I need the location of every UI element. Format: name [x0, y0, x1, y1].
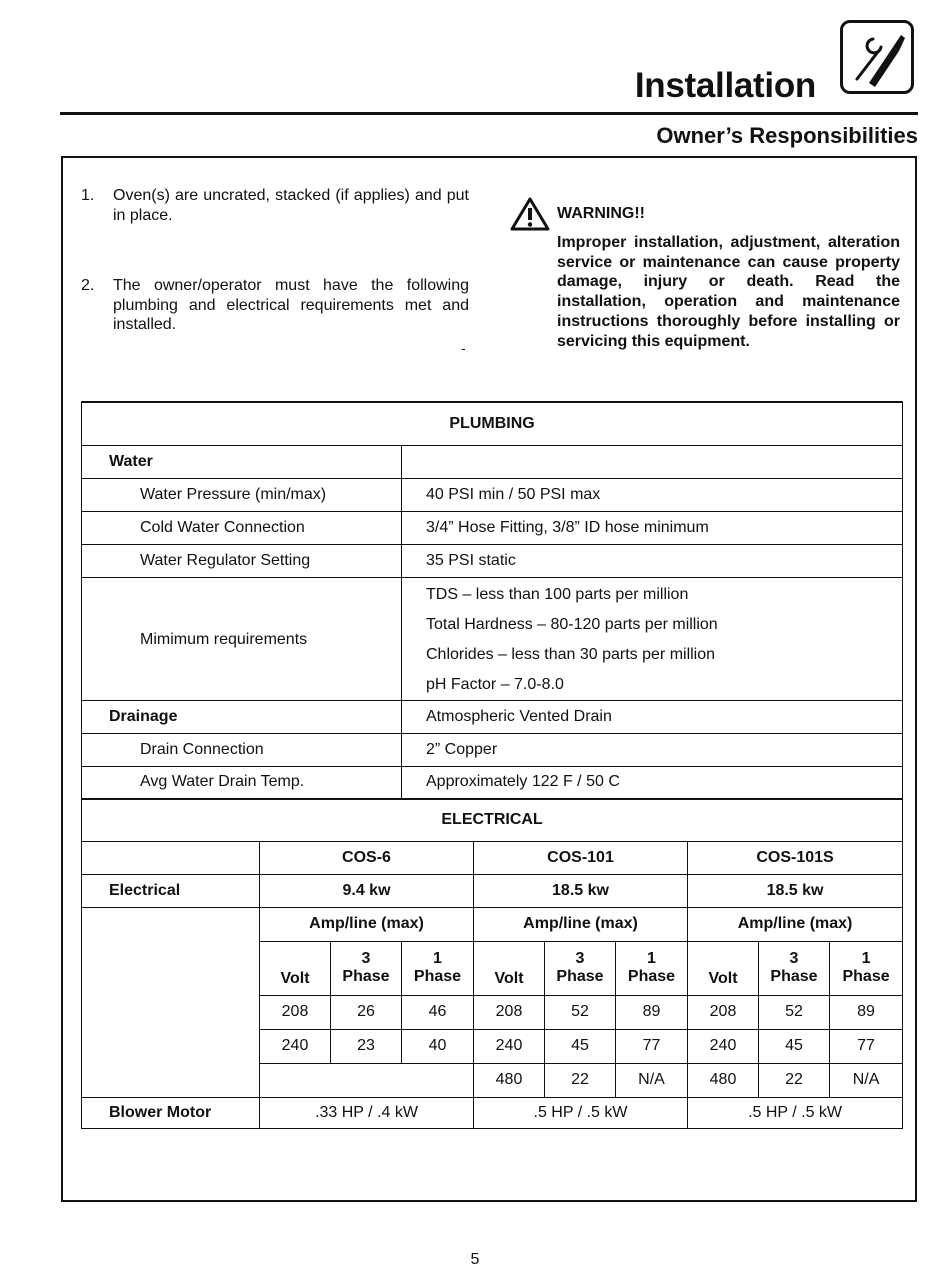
- page-title: Installation: [634, 66, 816, 105]
- header-rule: [60, 112, 918, 115]
- cell: 52: [759, 995, 830, 1029]
- step-text: Oven(s) are uncrated, stacked (if applies) and put in place.: [113, 187, 469, 224]
- warning-title: WARNING!!: [557, 205, 645, 222]
- cell: 208: [260, 995, 331, 1029]
- amp-heading: Amp/line (max): [688, 907, 903, 941]
- cell: 77: [616, 1029, 688, 1063]
- plumbing-heading: PLUMBING: [82, 402, 903, 445]
- drainage-value: Atmospheric Vented Drain: [402, 700, 903, 733]
- cell: 45: [545, 1029, 616, 1063]
- table-row: [82, 1097, 903, 1128]
- water-label: Water: [82, 445, 402, 478]
- amp-heading: Amp/line (max): [474, 907, 688, 941]
- cell: 22: [759, 1063, 830, 1097]
- step-number: 2.: [81, 277, 95, 294]
- plumbing-header-row: [82, 402, 903, 445]
- table-row: [82, 544, 903, 577]
- drain-connection-label: Drain Connection: [82, 733, 402, 766]
- table-row: [82, 874, 903, 907]
- power-cos-6: 9.4 kw: [260, 874, 474, 907]
- step-number: 1.: [81, 187, 95, 204]
- electrical-heading: ELECTRICAL: [82, 799, 903, 841]
- warning-triangle-icon: [510, 197, 550, 236]
- regulator-label: Water Regulator Setting: [82, 544, 402, 577]
- cell: 208: [474, 995, 545, 1029]
- cell: 40: [402, 1029, 474, 1063]
- table-row: [82, 478, 903, 511]
- cell: 89: [830, 995, 903, 1029]
- cold-water-label: Cold Water Connection: [82, 511, 402, 544]
- list-item: Total Hardness – 80-120 parts per million: [426, 615, 718, 633]
- wrench-screwdriver-icon: [840, 20, 914, 94]
- blank-cell: [82, 841, 260, 874]
- cell: N/A: [616, 1063, 688, 1097]
- table-row: [82, 907, 903, 941]
- cell: 240: [688, 1029, 759, 1063]
- pressure-value: 40 PSI min / 50 PSI max: [402, 478, 903, 511]
- cell: 52: [545, 995, 616, 1029]
- cold-water-value: 3/4” Hose Fitting, 3/8” ID hose minimum: [402, 511, 903, 544]
- stray-mark: -: [461, 340, 466, 356]
- step-1: [81, 186, 471, 226]
- col-3-phase: 3 Phase: [545, 941, 616, 995]
- electrical-label: Electrical: [82, 874, 260, 907]
- col-volt: Volt: [474, 941, 545, 995]
- section-subtitle: Owner’s Responsibilities: [656, 123, 918, 148]
- blower-cos-6: .33 HP / .4 kW: [260, 1097, 474, 1128]
- col-1-phase: 1 Phase: [616, 941, 688, 995]
- cell: 77: [830, 1029, 903, 1063]
- model-cos-101: COS-101: [474, 841, 688, 874]
- list-item: pH Factor – 7.0-8.0: [426, 675, 564, 693]
- cell: 23: [331, 1029, 402, 1063]
- col-1-phase: 1 Phase: [402, 941, 474, 995]
- list-item: TDS – less than 100 parts per million: [426, 585, 689, 603]
- pressure-label: Water Pressure (min/max): [82, 478, 402, 511]
- minimum-values: [402, 577, 903, 700]
- power-cos-101s: 18.5 kw: [688, 874, 903, 907]
- model-cos-6: COS-6: [260, 841, 474, 874]
- cell: 480: [688, 1063, 759, 1097]
- col-3-phase: 3 Phase: [759, 941, 830, 995]
- requirements-table: [81, 401, 903, 1129]
- drain-temp-value: Approximately 122 F / 50 C: [402, 766, 903, 799]
- step-text: The owner/operator must have the following plumbing and electrical requirements met and installed.: [113, 277, 469, 333]
- page-number: 5: [470, 1251, 480, 1268]
- cell: 240: [474, 1029, 545, 1063]
- cell: 22: [545, 1063, 616, 1097]
- table-row: [82, 577, 903, 700]
- amp-heading: Amp/line (max): [260, 907, 474, 941]
- col-3-phase: 3 Phase: [331, 941, 402, 995]
- drain-temp-label: Avg Water Drain Temp.: [82, 766, 402, 799]
- table-row: [82, 700, 903, 733]
- electrical-header-row: [82, 799, 903, 841]
- cell: 26: [331, 995, 402, 1029]
- table-row: [82, 766, 903, 799]
- blower-cos-101s: .5 HP / .5 kW: [688, 1097, 903, 1128]
- water-value: [402, 445, 903, 478]
- minimum-label: Mimimum requirements: [82, 577, 402, 700]
- cell: 208: [688, 995, 759, 1029]
- table-row: [82, 445, 903, 478]
- table-row: [82, 841, 903, 874]
- step-2: [81, 276, 471, 336]
- blower-cos-101: .5 HP / .5 kW: [474, 1097, 688, 1128]
- model-cos-101s: COS-101S: [688, 841, 903, 874]
- cell: 240: [260, 1029, 331, 1063]
- cell: N/A: [830, 1063, 903, 1097]
- blank-cell: [82, 907, 260, 1097]
- cell: 89: [616, 995, 688, 1029]
- warning-text: Improper installation, adjustment, alteration service or maintenance can cause property damage, injury or death. Read the installation, operation and maintenance instructions thoroughly before installing or servicing this equipment.: [557, 234, 900, 350]
- blank-cell: [260, 1063, 474, 1097]
- table-row: [82, 511, 903, 544]
- list-item: Chlorides – less than 30 parts per million: [426, 645, 716, 663]
- col-1-phase: 1 Phase: [830, 941, 903, 995]
- drain-connection-value: 2” Copper: [402, 733, 903, 766]
- col-volt: Volt: [260, 941, 331, 995]
- drainage-label: Drainage: [82, 700, 402, 733]
- cell: 45: [759, 1029, 830, 1063]
- cell: 46: [402, 995, 474, 1029]
- regulator-value: 35 PSI static: [402, 544, 903, 577]
- table-row: [82, 733, 903, 766]
- cell: 480: [474, 1063, 545, 1097]
- power-cos-101: 18.5 kw: [474, 874, 688, 907]
- col-volt: Volt: [688, 941, 759, 995]
- blower-label: Blower Motor: [82, 1097, 260, 1128]
